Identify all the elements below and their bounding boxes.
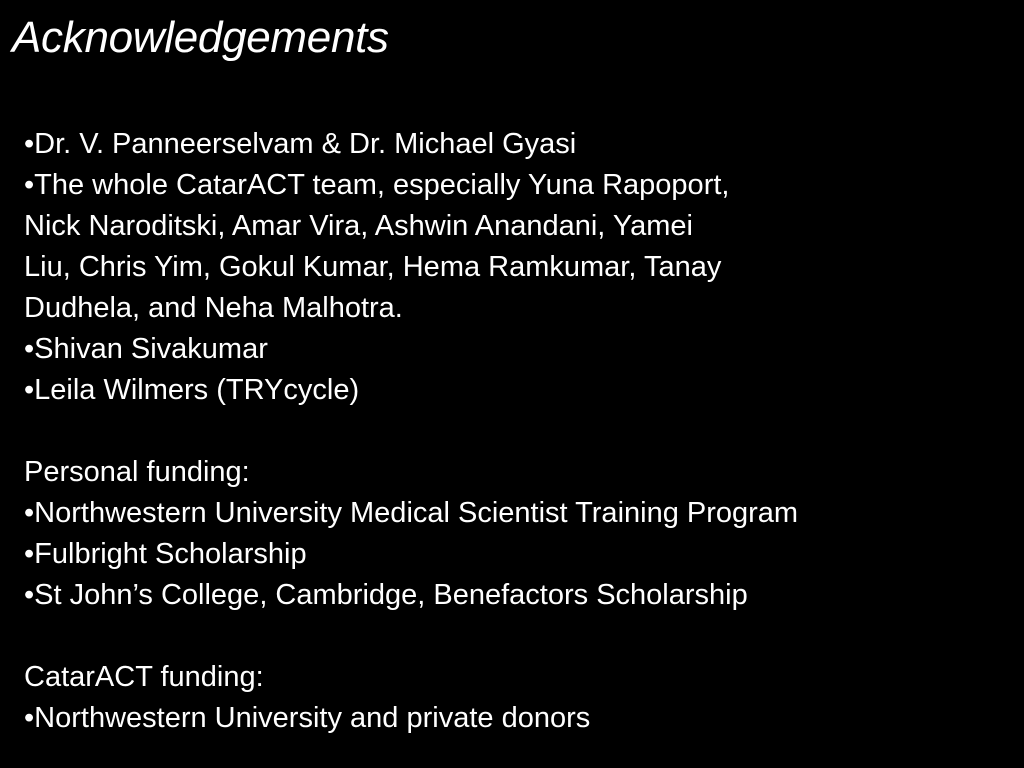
spacer [24, 616, 1004, 657]
catarct-funding-heading: CatarACT funding: [24, 661, 264, 693]
funding-line-mstp: •Northwestern University Medical Scientist Training Program [24, 497, 799, 529]
slide-title: Acknowledgements [12, 13, 389, 62]
ack-line-team-names-3: Dudhela, and Neha Malhotra. [24, 292, 403, 324]
ack-line-team-names-1: Nick Naroditski, Amar Vira, Ashwin Anandani, Yamei [24, 210, 693, 242]
funding-line-northwestern-donors: •Northwestern University and private donors [24, 702, 591, 734]
ack-line-panneerselvam-gyasi: •Dr. V. Panneerselvam & Dr. Michael Gyasi [24, 128, 577, 160]
ack-line-team-names-2: Liu, Chris Yim, Gokul Kumar, Hema Ramkumar, Tanay [24, 251, 722, 283]
funding-line-fulbright: •Fulbright Scholarship [24, 538, 307, 570]
ack-line-shivan: •Shivan Sivakumar [24, 333, 268, 365]
slide-body [24, 124, 1004, 739]
personal-funding-heading: Personal funding: [24, 456, 250, 488]
ack-line-leila: •Leila Wilmers (TRYcycle) [24, 374, 360, 406]
spacer [24, 411, 1004, 452]
ack-line-catarct-team: •The whole CatarACT team, especially Yuna Rapoport, [24, 169, 730, 201]
funding-line-st-johns: •St John’s College, Cambridge, Benefactors Scholarship [24, 579, 748, 611]
